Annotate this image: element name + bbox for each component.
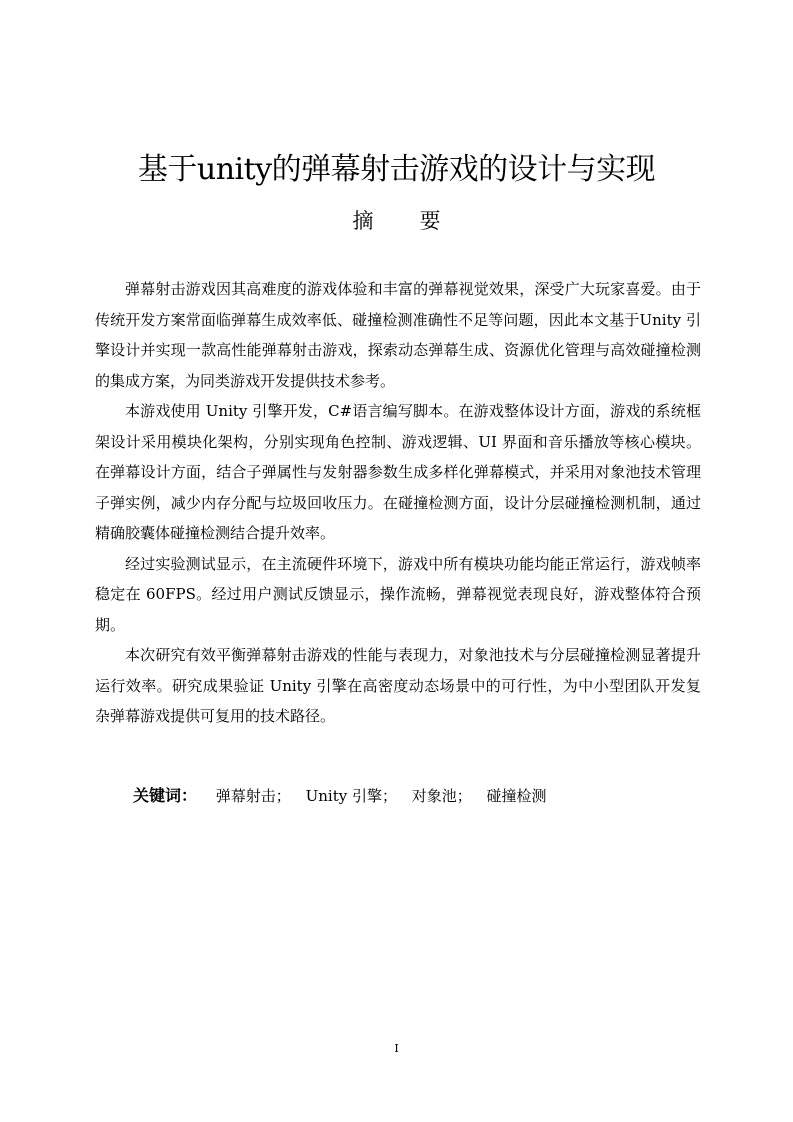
abstract-body [95, 274, 701, 732]
abstract-paragraph-1: 弹幕射击游戏因其高难度的游戏体验和丰富的弹幕视觉效果，深受广大玩家喜爱。由于传统开发方案常面临弹幕生成效率低、碰撞检测准确性不足等问题，因此本文基于Unity 引擎设计并实现一款高性能弹幕射击游戏，探索动态弹幕生成、资源优化管理与高效碰撞检测的集成方案，为同类游戏开发提供技术参考。 [95, 280, 701, 390]
abstract-heading-char-1: 摘 [352, 209, 374, 233]
keyword-item: Unity 引擎； [305, 787, 397, 805]
page-number: I [394, 1042, 399, 1055]
keyword-item: 对象池； [411, 787, 472, 805]
abstract-paragraph-2: 本游戏使用 Unity 引擎开发，C#语言编写脚本。在游戏整体设计方面，游戏的系统框架设计采用模块化架构，分别实现角色控制、游戏逻辑、UI 界面和音乐播放等核心模块。在弹幕设计方面，结合子弹属性与发射器参数生成多样化弹幕模式，并采用对象池技术管理子弹实例，减少内存分配与垃圾回收压力。在碰撞检测方面，设计分层碰撞检测机制，通过精确胶囊体碰撞检测结合提升效率。 [95, 402, 701, 542]
keyword-item: 弹幕射击； [215, 787, 291, 805]
paper-title: 基于unity的弹幕射击游戏的设计与实现 [137, 152, 656, 187]
keyword-item: 碰撞检测 [486, 787, 547, 805]
abstract-paragraph-4: 本次研究有效平衡弹幕射击游戏的性能与表现力，对象池技术与分层碰撞检测显著提升运行效率。研究成果验证 Unity 引擎在高密度动态场景中的可行性，为中小型团队开发复杂弹幕游戏提供可复用的技术路径。 [95, 646, 701, 725]
abstract-heading [0, 206, 793, 236]
abstract-paragraph-3: 经过实验测试显示，在主流硬件环境下，游戏中所有模块功能均能正常运行，游戏帧率稳定在 60FPS。经过用户测试反馈显示，操作流畅，弹幕视觉表现良好，游戏整体符合预期。 [95, 554, 701, 634]
keywords [133, 782, 557, 810]
abstract-heading-char-2: 要 [419, 209, 441, 233]
keywords-label: 关键词： [133, 786, 198, 805]
